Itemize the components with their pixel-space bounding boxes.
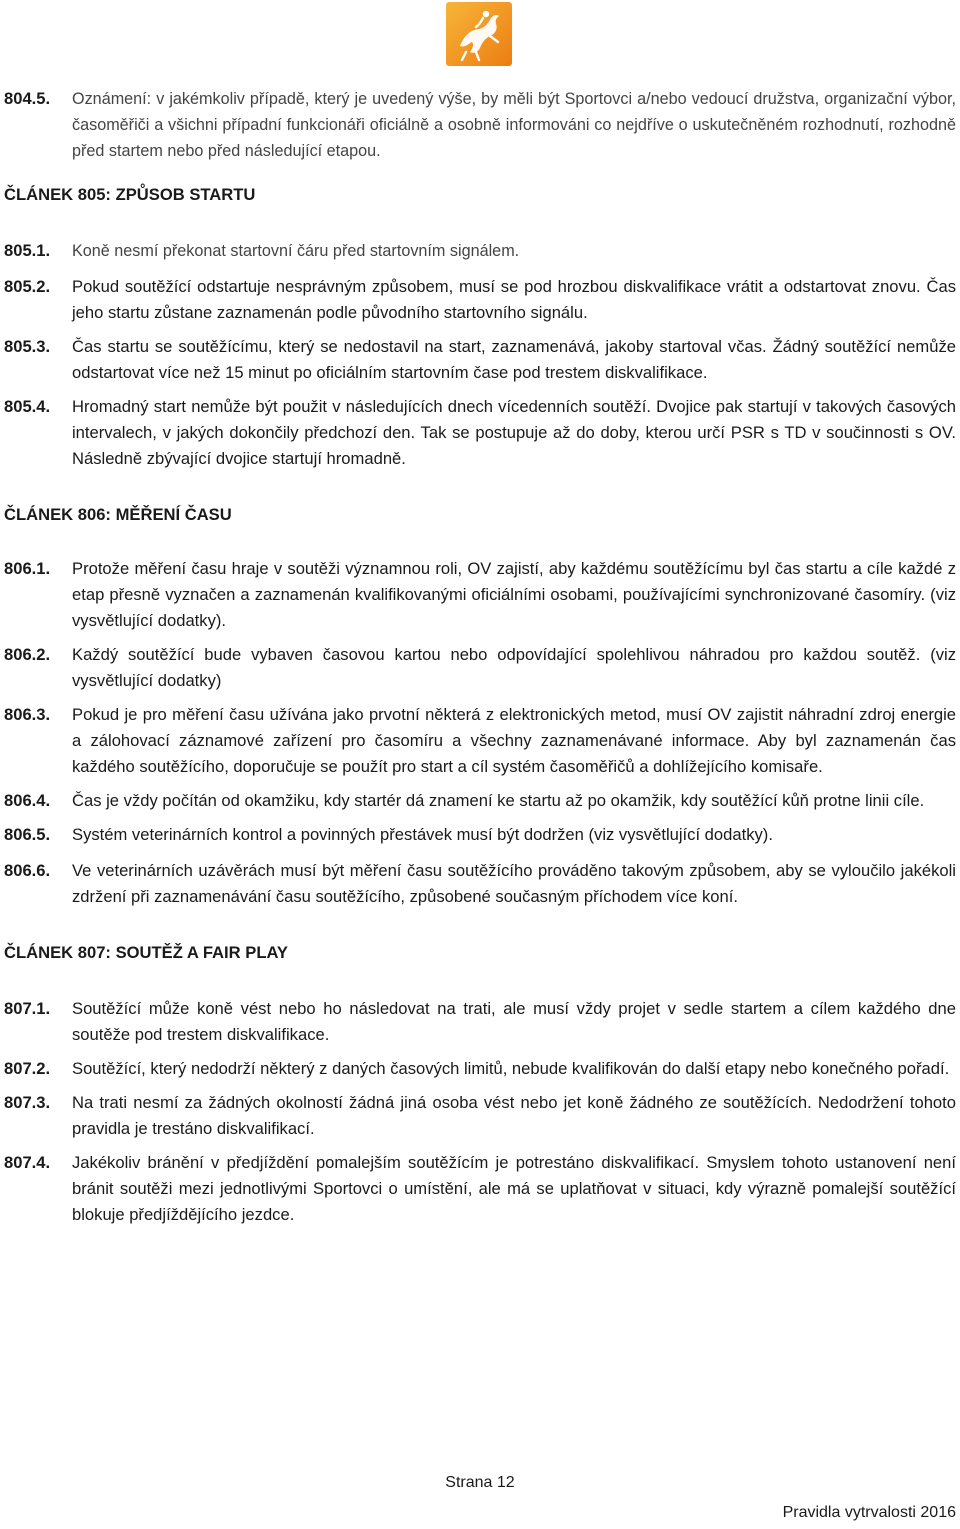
- paragraph-number: 806.6.: [4, 861, 51, 880]
- paragraph-805-1: [4, 238, 956, 264]
- paragraph-text: Systém veterinárních kontrol a povinných přestávek musí být dodržen (viz vysvětlující dodatky).: [72, 825, 773, 844]
- paragraph-text: Soutěžící může koně vést nebo ho následovat na trati, ale musí vždy projet v sedle startem a cílem každého dne soutěže pod trestem diskvalifikace.: [72, 999, 956, 1044]
- paragraph-806-5: [4, 822, 956, 848]
- page-number: Strana 12: [445, 1474, 515, 1491]
- paragraph-text: Hromadný start nemůže být použit v následujících dnech vícedenních soutěží. Dvojice pak startují v takových časových intervalech, v jakých dokončily předchozí den. Tak se postupuje až do doby, kterou určí PSR s TD v součinnosti s OV. Následně zbývající dvojice startují hromadně.: [72, 397, 956, 468]
- article-805-heading: ČLÁNEK 805: ZPŮSOB STARTU: [4, 185, 256, 204]
- paragraph-number: 805.4.: [4, 397, 51, 416]
- paragraph-text: Na trati nesmí za žádných okolností žádná jiná osoba vést nebo jet koně žádného ze soutěžících. Nedodržení tohoto pravidla je trestáno diskvalifikací.: [72, 1093, 956, 1138]
- paragraph-number: 807.2.: [4, 1059, 51, 1078]
- paragraph-806-1: [4, 556, 956, 634]
- paragraph-number: 805.1.: [4, 241, 51, 260]
- paragraph-806-2: [4, 642, 956, 694]
- paragraph-number: 807.4.: [4, 1153, 51, 1172]
- paragraph-number: 807.1.: [4, 999, 51, 1018]
- document-title-footer: Pravidla vytrvalosti 2016: [782, 1504, 956, 1521]
- paragraph-807-1: [4, 996, 956, 1048]
- paragraph-805-3: [4, 334, 956, 386]
- paragraph-number: 807.3.: [4, 1093, 51, 1112]
- paragraph-number: 806.3.: [4, 705, 51, 724]
- paragraph-806-3: [4, 702, 956, 780]
- paragraph-807-2: [4, 1056, 956, 1082]
- paragraph-text: Jakékoliv bránění v předjíždění pomalejším soutěžícím je potrestáno diskvalifikací. Smyslem tohoto ustanovení není bránit soutěži mezi jednotlivými Sportovci o umístění, ale má se uplatňovat v situaci, kdy výrazně pomalejší soutěžící blokuje předjíždějícího jezdce.: [72, 1153, 956, 1224]
- paragraph-number: 806.5.: [4, 825, 51, 844]
- paragraph-number: 804.5.: [4, 89, 51, 108]
- paragraph-number: 806.2.: [4, 645, 51, 664]
- paragraph-807-4: [4, 1150, 956, 1228]
- article-806-heading: ČLÁNEK 806: MĚŘENÍ ČASU: [4, 505, 232, 524]
- paragraph-805-2: [4, 274, 956, 326]
- paragraph-text: Pokud soutěžící odstartuje nesprávným způsobem, musí se pod hrozbou diskvalifikace vrátit a odstartovat znovu. Čas jeho startu zůstane zaznamenán podle původního startovního signálu.: [72, 277, 956, 322]
- paragraph-806-6: [4, 858, 956, 910]
- paragraph-number: 806.4.: [4, 791, 51, 810]
- paragraph-text: Čas startu se soutěžícímu, který se nedostavil na start, zaznamenává, jakoby startoval včas. Žádný soutěžící nemůže odstartovat více než 15 minut po oficiálním startovním čase pod trestem diskvalifikace.: [72, 337, 956, 382]
- paragraph-text: Čas je vždy počítán od okamžiku, kdy startér dá znamení ke startu až po okamžik, kdy soutěžící kůň protne linii cíle.: [72, 791, 925, 810]
- paragraph-number: 805.2.: [4, 277, 51, 296]
- paragraph-text: Protože měření času hraje v soutěži významnou roli, OV zajistí, aby každému soutěžícímu byl čas startu a cíle každé z etap přesně vyznačen a zaznamenán kvalifikovanými oficiálními osobami, používajícími synchronizované časomíry. (viz vysvětlující dodatky).: [72, 559, 956, 630]
- paragraph-text: Oznámení: v jakémkoliv případě, který je uvedený výše, by měli být Sportovci a/nebo vedoucí družstva, organizační výbor, časoměřiči a všichni případní funkcionáři oficiálně a osobně informováni co nejdříve o uskutečněném rozhodnutí, rozhodně před startem nebo před následující etapou.: [72, 90, 956, 160]
- paragraph-text: Každý soutěžící bude vybaven časovou kartou nebo odpovídající spolehlivou náhradou pro každou soutěž. (viz vysvětlující dodatky): [72, 645, 956, 690]
- paragraph-806-4: [4, 788, 956, 814]
- paragraph-text: Soutěžící, který nedodrží některý z daných časových limitů, nebude kvalifikován do další etapy nebo konečného pořadí.: [72, 1059, 950, 1078]
- paragraph-number: 805.3.: [4, 337, 51, 356]
- paragraph-text: Pokud je pro měření času užívána jako prvotní některá z elektronických metod, musí OV zajistit náhradní zdroj energie a zálohovací záznamové zařízení pro časomíru a všechny zaznamenávané informace. Aby byl zaznamenán čas každého soutěžícího, doporučuje se použít pro start a cíl systém časoměřičů a dohlížejícího komisaře.: [72, 705, 956, 776]
- paragraph-805-4: [4, 394, 956, 472]
- paragraph-number: 806.1.: [4, 559, 51, 578]
- paragraph-text: Ve veterinárních uzávěrách musí být měření času soutěžícího prováděno takovým způsobem, aby se vyloučilo jakékoli zdržení při zaznamenávání času soutěžícího, způsobené současným příchodem více koní.: [72, 861, 956, 906]
- article-807-heading: ČLÁNEK 807: SOUTĚŽ A FAIR PLAY: [4, 943, 288, 962]
- document-body: [4, 86, 956, 1228]
- horse-rider-logo-icon: [446, 2, 512, 66]
- paragraph-text: Koně nesmí překonat startovní čáru před startovním signálem.: [72, 242, 520, 260]
- paragraph-804-5: [4, 86, 956, 164]
- paragraph-807-3: [4, 1090, 956, 1142]
